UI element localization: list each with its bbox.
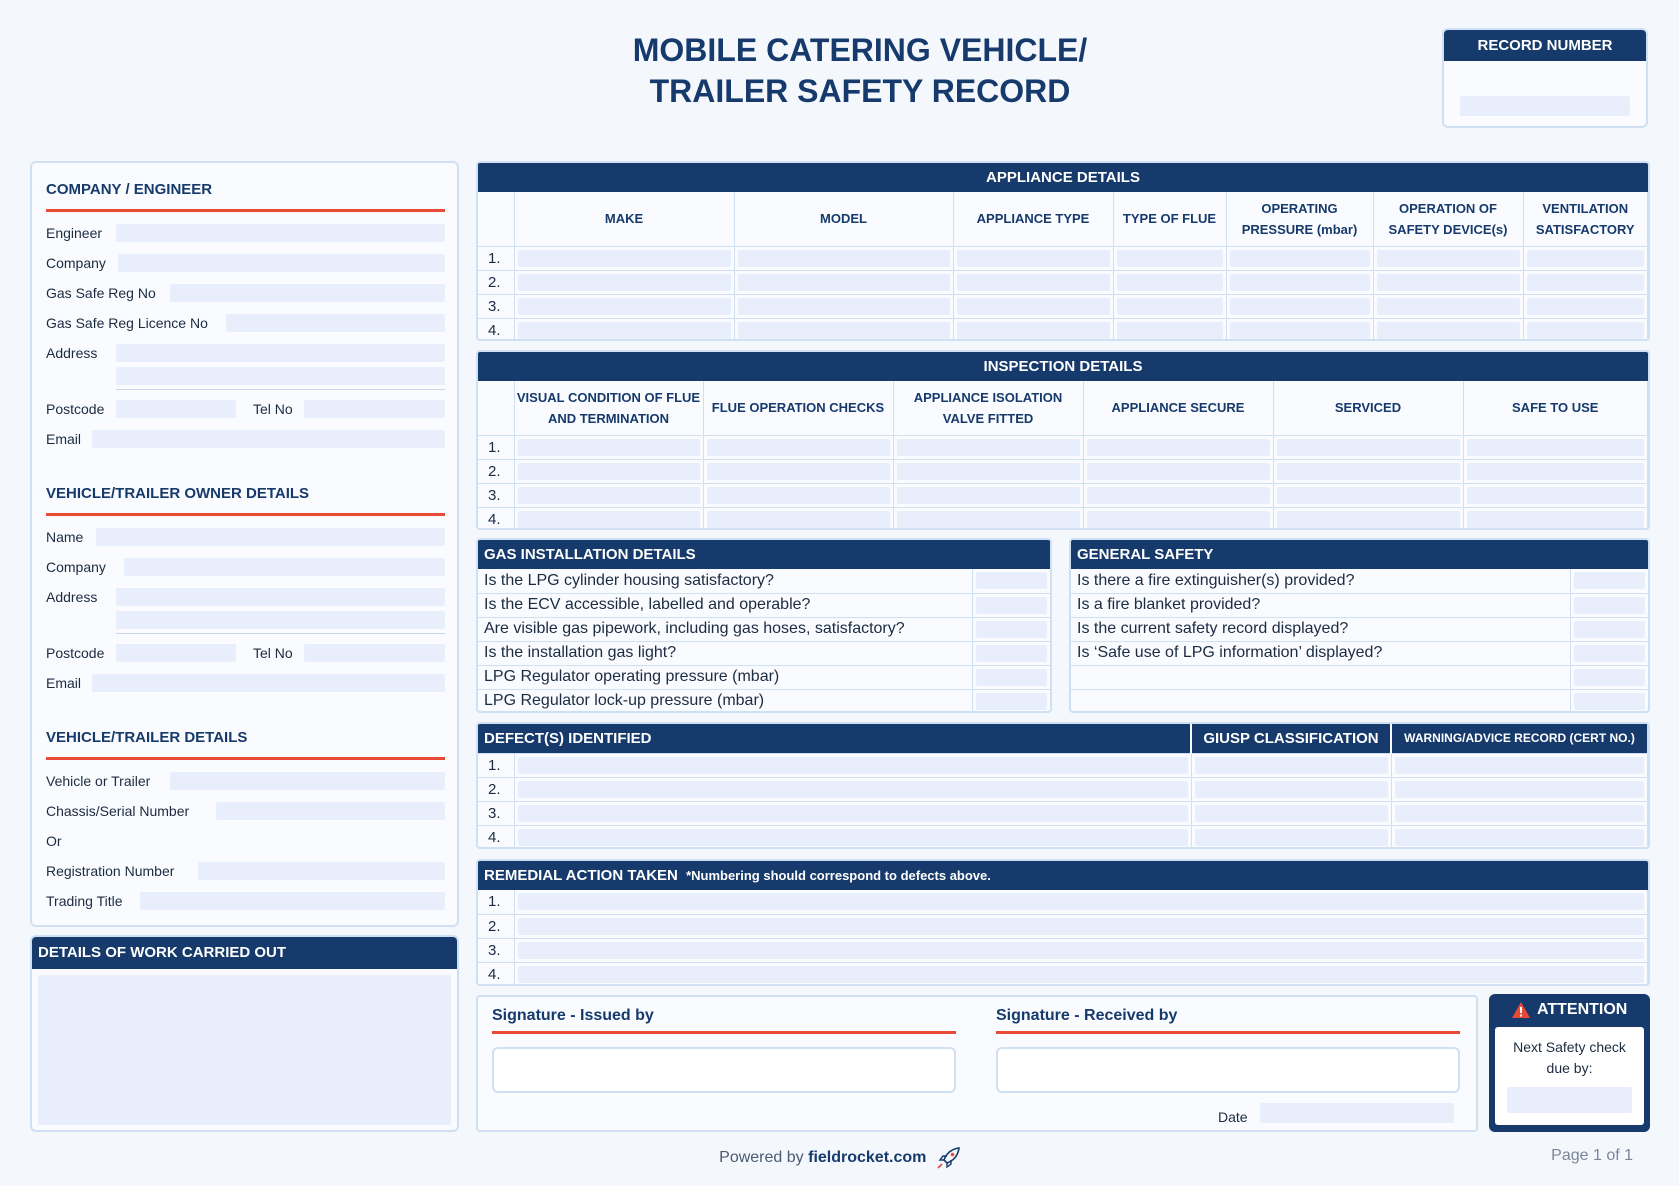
table-row — [478, 962, 1648, 986]
record-number-label: RECORD NUMBER — [1444, 30, 1646, 61]
isolation-valve-field[interactable] — [897, 463, 1080, 480]
table-row — [1071, 593, 1648, 617]
question-text: Are visible gas pipework, including gas hoses, satisfactory? — [478, 617, 972, 641]
defect-field[interactable] — [518, 805, 1188, 822]
table-row — [478, 246, 1648, 270]
make-field[interactable] — [518, 274, 731, 291]
appliance-table — [478, 192, 1648, 341]
flue-operation-field[interactable] — [707, 511, 890, 528]
safety-device-field[interactable] — [1377, 298, 1520, 315]
question-text: Is the ECV accessible, labelled and operable? — [478, 593, 972, 617]
question-text: Is ‘Safe use of LPG information’ displayed? — [1071, 641, 1570, 665]
appliance-type-field[interactable] — [957, 322, 1110, 339]
owner-address-field-1[interactable] — [116, 588, 445, 606]
defects-panel — [476, 722, 1650, 849]
col-operating-pressure: OPERATING PRESSURE (mbar) — [1226, 192, 1373, 246]
make-field[interactable] — [518, 322, 731, 339]
section-divider — [46, 209, 445, 212]
row-number-header — [478, 381, 514, 435]
row-number: 2. — [478, 777, 514, 801]
chassis-label: Chassis/Serial Number — [46, 803, 190, 819]
signature-panel — [476, 995, 1478, 1132]
flue-type-field[interactable] — [1117, 274, 1223, 291]
row-number: 1. — [478, 435, 514, 459]
remedial-field[interactable] — [518, 942, 1645, 959]
table-row — [478, 593, 1050, 617]
answer-field[interactable] — [976, 597, 1048, 614]
answer-field[interactable] — [1574, 693, 1646, 710]
operating-pressure-field[interactable] — [1230, 322, 1370, 339]
page-title — [480, 30, 1240, 112]
address-label: Address — [46, 345, 98, 361]
table-row — [478, 270, 1648, 294]
table-row — [478, 890, 1648, 914]
safe-to-use-field[interactable] — [1467, 439, 1645, 456]
brand-link[interactable]: fieldrocket.com — [808, 1149, 927, 1167]
ventilation-field[interactable] — [1527, 274, 1645, 291]
question-text: Is the LPG cylinder housing satisfactory? — [478, 569, 972, 593]
operating-pressure-field[interactable] — [1230, 298, 1370, 315]
table-row — [478, 665, 1050, 689]
general-safety-table — [1071, 569, 1648, 713]
gas-installation-panel — [476, 538, 1052, 713]
row-number: 1. — [478, 890, 514, 914]
flue-type-field[interactable] — [1117, 298, 1223, 315]
giusp-field[interactable] — [1195, 829, 1388, 846]
inspection-heading: INSPECTION DETAILS — [478, 352, 1648, 381]
defect-field[interactable] — [518, 829, 1188, 846]
table-row — [478, 914, 1648, 938]
date-field[interactable] — [1260, 1103, 1454, 1123]
serviced-field[interactable] — [1277, 439, 1460, 456]
table-row — [478, 318, 1648, 341]
record-number-box — [1442, 28, 1648, 128]
appliance-secure-field[interactable] — [1087, 439, 1270, 456]
owner-company-field[interactable] — [124, 558, 445, 576]
table-row — [478, 569, 1050, 593]
owner-name-field[interactable] — [96, 528, 445, 546]
serviced-field[interactable] — [1277, 463, 1460, 480]
company-engineer-heading: COMPANY / ENGINEER — [46, 181, 213, 198]
flue-type-field[interactable] — [1117, 322, 1223, 339]
giusp-field[interactable] — [1195, 757, 1388, 774]
col-visual-condition: VISUAL CONDITION OF FLUE AND TERMINATION — [514, 381, 703, 435]
safety-device-field[interactable] — [1377, 250, 1520, 267]
col-safety-device: OPERATION OF SAFETY DEVICE(s) — [1373, 192, 1523, 246]
remedial-field[interactable] — [518, 966, 1645, 983]
attention-inner — [1495, 1027, 1644, 1125]
table-row — [1071, 689, 1648, 713]
row-number: 2. — [478, 270, 514, 294]
col-flue-operation: FLUE OPERATION CHECKS — [703, 381, 893, 435]
row-number: 3. — [478, 801, 514, 825]
tel-label: Tel No — [253, 401, 293, 417]
inspection-table — [478, 381, 1648, 530]
section-divider — [492, 1031, 956, 1034]
vehicle-trailer-label: Vehicle or Trailer — [46, 773, 151, 789]
col-appliance-type: APPLIANCE TYPE — [953, 192, 1113, 246]
flue-operation-field[interactable] — [707, 463, 890, 480]
rocket-icon — [937, 1147, 961, 1169]
warning-field[interactable] — [1395, 829, 1645, 846]
remedial-table — [478, 890, 1648, 986]
tel-field[interactable] — [304, 400, 445, 418]
gas-safe-licence-field[interactable] — [226, 314, 445, 332]
date-label: Date — [1218, 1109, 1248, 1125]
question-text: Is the installation gas light? — [478, 641, 972, 665]
next-check-label: Next Safety check due by: — [1513, 1039, 1626, 1076]
answer-field[interactable] — [976, 572, 1048, 589]
warning-field[interactable] — [1395, 805, 1645, 822]
operating-pressure-field[interactable] — [1230, 250, 1370, 267]
signature-issued-box[interactable] — [492, 1047, 956, 1093]
giusp-heading: GIUSP CLASSIFICATION — [1191, 724, 1391, 753]
footer — [600, 1147, 1080, 1169]
giusp-field[interactable] — [1195, 805, 1388, 822]
chassis-field[interactable] — [216, 802, 445, 820]
warning-advice-heading: WARNING/ADVICE RECORD (CERT NO.) — [1391, 724, 1648, 753]
serviced-field[interactable] — [1277, 487, 1460, 504]
table-row — [478, 641, 1050, 665]
question-text — [1071, 665, 1570, 689]
col-make: MAKE — [514, 192, 734, 246]
engineer-label: Engineer — [46, 225, 103, 241]
flue-type-field[interactable] — [1117, 250, 1223, 267]
signature-received-box[interactable] — [996, 1047, 1460, 1093]
inspection-details-panel — [476, 350, 1650, 530]
table-row — [1071, 665, 1648, 689]
question-text: LPG Regulator lock-up pressure (mbar) — [478, 689, 972, 713]
answer-field[interactable] — [1574, 621, 1646, 638]
model-field[interactable] — [738, 250, 950, 267]
address-underline — [116, 633, 445, 634]
title-line-1: MOBILE CATERING VEHICLE/ — [632, 32, 1088, 68]
answer-field[interactable] — [976, 693, 1048, 710]
col-appliance-secure: APPLIANCE SECURE — [1083, 381, 1273, 435]
row-number: 3. — [478, 483, 514, 507]
ventilation-field[interactable] — [1527, 298, 1645, 315]
question-text: LPG Regulator operating pressure (mbar) — [478, 665, 972, 689]
owner-address-label: Address — [46, 589, 98, 605]
remedial-field[interactable] — [518, 918, 1645, 935]
work-carried-out-panel — [30, 935, 459, 1132]
appliance-secure-field[interactable] — [1087, 463, 1270, 480]
make-field[interactable] — [518, 250, 731, 267]
table-row — [478, 753, 1648, 777]
visual-condition-field[interactable] — [518, 439, 700, 456]
ventilation-field[interactable] — [1527, 250, 1645, 267]
answer-field[interactable] — [1574, 572, 1646, 589]
col-serviced: SERVICED — [1273, 381, 1463, 435]
defect-field[interactable] — [518, 757, 1188, 774]
col-model: MODEL — [734, 192, 953, 246]
company-label: Company — [46, 255, 106, 271]
remedial-note: *Numbering should correspond to defects above. — [686, 868, 991, 883]
warning-icon — [1511, 1001, 1531, 1019]
model-field[interactable] — [738, 298, 950, 315]
table-row — [478, 689, 1050, 713]
or-label: Or — [46, 833, 62, 849]
table-row — [478, 459, 1648, 483]
title-line-2: TRAILER SAFETY RECORD — [649, 73, 1071, 109]
postcode-label: Postcode — [46, 401, 105, 417]
company-field[interactable] — [118, 254, 445, 272]
work-carried-out-field[interactable] — [38, 975, 451, 1125]
gas-installation-table — [478, 569, 1050, 713]
row-number: 4. — [478, 507, 514, 530]
row-number-header — [478, 192, 514, 246]
ventilation-field[interactable] — [1527, 322, 1645, 339]
appliance-details-panel — [476, 161, 1650, 341]
trading-title-field[interactable] — [140, 892, 445, 910]
col-safe-to-use: SAFE TO USE — [1463, 381, 1648, 435]
question-text: Is the current safety record displayed? — [1071, 617, 1570, 641]
visual-condition-field[interactable] — [518, 487, 700, 504]
gas-installation-heading: GAS INSTALLATION DETAILS — [478, 540, 1050, 569]
table-row — [478, 483, 1648, 507]
col-isolation-valve: APPLIANCE ISOLATION VALVE FITTED — [893, 381, 1083, 435]
attention-header — [1511, 1001, 1627, 1019]
safety-device-field[interactable] — [1377, 322, 1520, 339]
defects-table — [478, 724, 1648, 849]
table-row — [1071, 569, 1648, 593]
table-row — [1071, 617, 1648, 641]
question-text: Is there a fire extinguisher(s) provided? — [1071, 569, 1570, 593]
gas-safe-reg-no-field[interactable] — [170, 284, 445, 302]
engineer-field[interactable] — [116, 224, 445, 242]
attention-heading: ATTENTION — [1537, 1001, 1628, 1018]
record-number-field[interactable] — [1460, 96, 1630, 116]
powered-by-text: Powered by — [719, 1149, 804, 1167]
col-ventilation: VENTILATION SATISFACTORY — [1523, 192, 1648, 246]
remedial-panel — [476, 859, 1650, 986]
next-check-field[interactable] — [1507, 1087, 1632, 1113]
defects-heading: DEFECT(S) IDENTIFIED — [478, 724, 1191, 753]
address-field-1[interactable] — [116, 344, 445, 362]
owner-email-label: Email — [46, 675, 82, 691]
safe-to-use-field[interactable] — [1467, 511, 1645, 528]
table-row — [478, 294, 1648, 318]
model-field[interactable] — [738, 322, 950, 339]
row-number: 2. — [478, 914, 514, 938]
col-type-of-flue: TYPE OF FLUE — [1113, 192, 1226, 246]
table-row — [478, 435, 1648, 459]
owner-heading: VEHICLE/TRAILER OWNER DETAILS — [46, 485, 310, 502]
appliance-type-field[interactable] — [957, 274, 1110, 291]
model-field[interactable] — [738, 274, 950, 291]
email-field[interactable] — [92, 430, 445, 448]
appliance-secure-field[interactable] — [1087, 511, 1270, 528]
row-number: 1. — [478, 246, 514, 270]
trading-title-label: Trading Title — [46, 893, 123, 909]
owner-postcode-label: Postcode — [46, 645, 105, 661]
vehicle-trailer-field[interactable] — [170, 772, 445, 790]
appliance-type-field[interactable] — [957, 250, 1110, 267]
general-safety-panel — [1069, 538, 1650, 713]
isolation-valve-field[interactable] — [897, 511, 1080, 528]
row-number: 4. — [478, 962, 514, 986]
row-number: 3. — [478, 294, 514, 318]
appliance-secure-field[interactable] — [1087, 487, 1270, 504]
answer-field[interactable] — [976, 645, 1048, 662]
row-number: 2. — [478, 459, 514, 483]
section-divider — [996, 1031, 1460, 1034]
appliance-type-field[interactable] — [957, 298, 1110, 315]
address-underline — [116, 389, 445, 390]
answer-field[interactable] — [976, 621, 1048, 638]
table-row — [478, 777, 1648, 801]
serviced-field[interactable] — [1277, 511, 1460, 528]
flue-operation-field[interactable] — [707, 439, 890, 456]
registration-label: Registration Number — [46, 863, 175, 879]
answer-field[interactable] — [1574, 597, 1646, 614]
operating-pressure-field[interactable] — [1230, 274, 1370, 291]
page-number: Page 1 of 1 — [1551, 1147, 1633, 1164]
attention-box — [1489, 994, 1650, 1132]
warning-field[interactable] — [1395, 781, 1645, 798]
question-text — [1071, 689, 1570, 713]
visual-condition-field[interactable] — [518, 463, 700, 480]
gas-safe-licence-label: Gas Safe Reg Licence No — [46, 315, 208, 331]
owner-address-field-2[interactable] — [116, 611, 445, 629]
section-divider — [46, 757, 445, 760]
answer-field[interactable] — [976, 669, 1048, 686]
safety-device-field[interactable] — [1377, 274, 1520, 291]
owner-tel-field[interactable] — [304, 644, 445, 662]
postcode-field[interactable] — [116, 400, 236, 418]
row-number: 4. — [478, 318, 514, 341]
owner-postcode-field[interactable] — [116, 644, 236, 662]
section-divider — [46, 513, 445, 516]
appliance-heading: APPLIANCE DETAILS — [478, 163, 1648, 192]
owner-name-label: Name — [46, 529, 84, 545]
row-number: 4. — [478, 825, 514, 849]
general-safety-heading: GENERAL SAFETY — [1071, 540, 1648, 569]
registration-field[interactable] — [198, 862, 445, 880]
safe-to-use-field[interactable] — [1467, 487, 1645, 504]
isolation-valve-field[interactable] — [897, 439, 1080, 456]
flue-operation-field[interactable] — [707, 487, 890, 504]
answer-field[interactable] — [1574, 669, 1646, 686]
left-details-panel — [30, 161, 459, 927]
warning-field[interactable] — [1395, 757, 1645, 774]
table-row — [478, 938, 1648, 962]
giusp-field[interactable] — [1195, 781, 1388, 798]
table-row — [478, 801, 1648, 825]
signature-received-label: Signature - Received by — [996, 1007, 1178, 1024]
owner-tel-label: Tel No — [253, 645, 293, 661]
row-number: 1. — [478, 753, 514, 777]
table-row — [478, 825, 1648, 849]
table-row — [1071, 641, 1648, 665]
vehicle-heading: VEHICLE/TRAILER DETAILS — [46, 729, 248, 746]
table-row — [478, 617, 1050, 641]
question-text: Is a fire blanket provided? — [1071, 593, 1570, 617]
visual-condition-field[interactable] — [518, 511, 700, 528]
table-row — [478, 507, 1648, 530]
gas-safe-reg-no-label: Gas Safe Reg No — [46, 285, 156, 301]
defect-field[interactable] — [518, 781, 1188, 798]
remedial-header — [478, 861, 1648, 890]
answer-field[interactable] — [1574, 645, 1646, 662]
remedial-field[interactable] — [518, 893, 1645, 910]
signature-issued-label: Signature - Issued by — [492, 1007, 654, 1024]
email-label: Email — [46, 431, 82, 447]
make-field[interactable] — [518, 298, 731, 315]
remedial-heading: REMEDIAL ACTION TAKEN — [484, 867, 678, 884]
row-number: 3. — [478, 938, 514, 962]
safe-to-use-field[interactable] — [1467, 463, 1645, 480]
owner-company-label: Company — [46, 559, 106, 575]
work-heading: DETAILS OF WORK CARRIED OUT — [32, 937, 457, 969]
isolation-valve-field[interactable] — [897, 487, 1080, 504]
address-field-2[interactable] — [116, 367, 445, 385]
owner-email-field[interactable] — [92, 674, 445, 692]
